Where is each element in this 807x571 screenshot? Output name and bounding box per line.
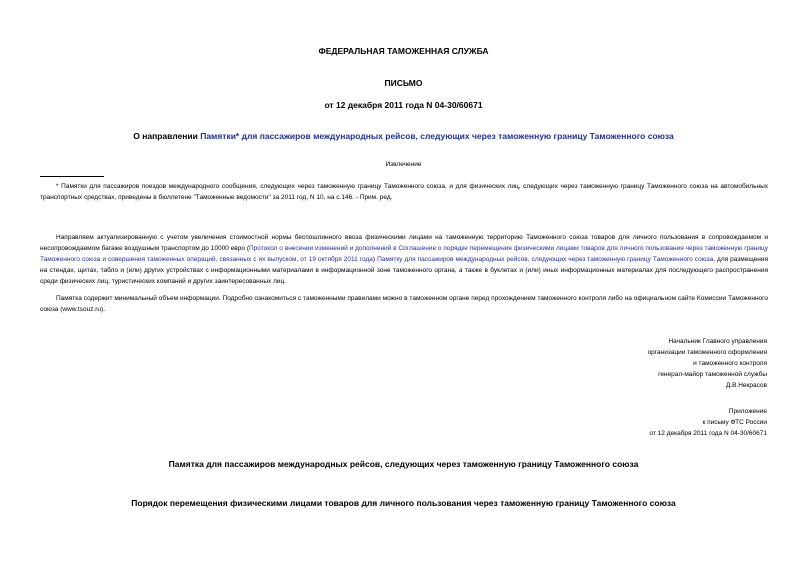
paragraph-memo-info [40, 293, 768, 315]
document-date-number: от 12 декабря 2011 года N 04-30/60671 [324, 100, 483, 110]
signature-block [467, 336, 767, 391]
paragraph-text-2: ) [372, 256, 378, 263]
signature-line: Начальник Главного управления [668, 338, 767, 345]
paragraph-text-3: , для размещения на стендах, щитах, табло и (или) других устройствах с информационными материалами в информационной зоне таможенного органа, а также в буклетах и (или) иных информационных материалах для последующего распространения среди физических лиц, туристических компаний и других заинтересованных лиц. [40, 256, 768, 285]
protocol-link[interactable]: Протокол о внесении изменений и дополнений в Соглашение о порядке перемещения физическими лицами товаров для личного пользования через таможенную границу Таможенного союза и совершения таможенных операций, связанных с их выпуском, от 19 октября 2011 года [40, 245, 768, 263]
document-type: ПИСЬМО [384, 78, 423, 88]
section-title: Порядок перемещения физическими лицами товаров для личного пользования через таможенную границу Таможенного союза [131, 498, 676, 508]
signature-line: генерал-майор таможенной службы [658, 371, 767, 378]
paragraph-text-1: Направляем актуализированную с учетом увеличения стоимостной нормы беспошлинного ввоза физическими лицами на таможенную территорию Таможенного союза товаров для личного пользования в сопровождаемом и несопровождаемом багаже воздушным транспортом до 10000 евро ( [40, 234, 768, 252]
agency-title: ФЕДЕРАЛЬНАЯ ТАМОЖЕННАЯ СЛУЖБА [318, 46, 489, 56]
paragraph-main [40, 232, 768, 287]
appendix-line: к письму ФТС России [702, 419, 767, 426]
appendix-line: Приложение [728, 408, 767, 415]
memo-title: Памятка для пассажиров международных рейсов, следующих через таможенную границу Таможенного союза [168, 459, 639, 469]
extract-label: Извлечение [385, 161, 422, 168]
subject-link[interactable]: Памятки* для пассажиров международных рейсов, следующих через таможенную границу Таможенного союза [200, 131, 674, 141]
footnote-text: * Памятки для пассажиров поездов международного сообщения, следующих через таможенную границу Таможенного союза, и для физических лиц, следующих через таможенную границу Таможенного союза на автомобильных транспортных средствах, приведены в бюллетене "Таможенные ведомости" за 2011 год, N 10, на с.146. - Прим. ред. [40, 183, 768, 201]
footnote-divider [40, 176, 104, 177]
appendix-line: от 12 декабря 2011 года N 04-30/60671 [649, 430, 767, 437]
signature-line: Д.В.Некрасов [725, 382, 767, 389]
appendix-block [467, 406, 767, 439]
subject-line [0, 131, 807, 141]
signature-line: организации таможенного оформления [647, 349, 767, 356]
signature-line: и таможенного контроля [693, 360, 767, 367]
footnote [40, 181, 768, 203]
subject-prefix: О направлении [133, 131, 201, 141]
paragraph-memo-text: Памятка содержит минимальный объем информации. Подробно ознакомиться с таможенными правилами можно в таможенном органе перед прохождением таможенного контроля либо на официальном сайте Комиссии Таможенного союза (www.tsouz.ru). [40, 295, 768, 313]
memo-link[interactable]: Памятку для пассажиров международных рейсов, следующих через таможенную границу Таможенного союза [377, 256, 714, 263]
